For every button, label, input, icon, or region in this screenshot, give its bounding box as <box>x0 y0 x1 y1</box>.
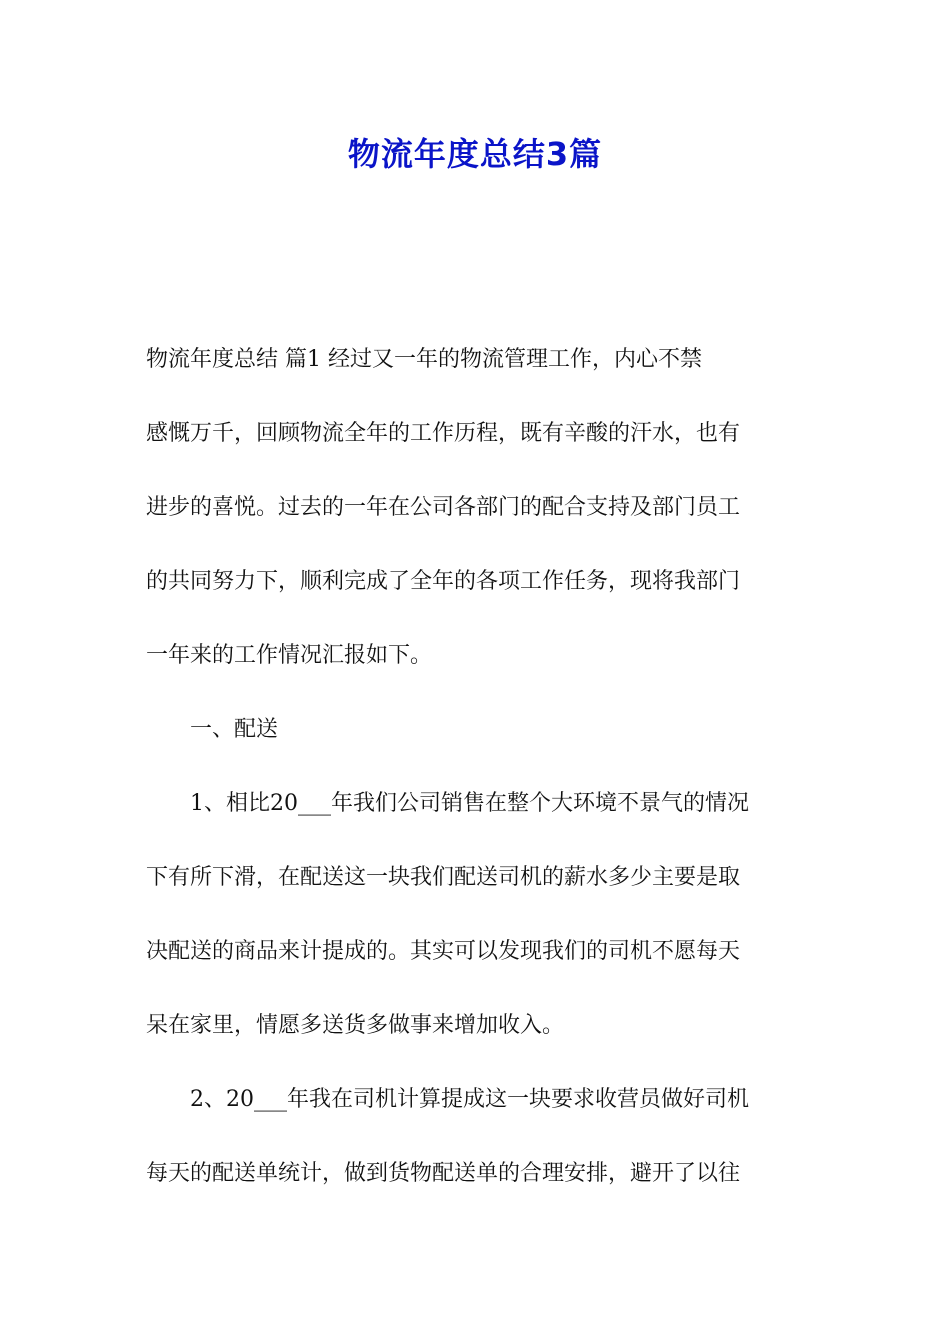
body-line: 一年来的工作情况汇报如下。 <box>146 643 433 668</box>
section-heading: 一、配送 <box>190 717 279 742</box>
body-line: 呆在家里，情愿多送货多做事来增加收入。 <box>146 1013 565 1038</box>
body-line: 决配送的商品来计提成的。其实可以发现我们的司机不愿每天 <box>146 939 741 964</box>
document-body <box>146 323 806 1211</box>
body-line: 下有所下滑，在配送这一块我们配送司机的薪水多少主要是取 <box>146 865 741 890</box>
body-line: 2、20___年我在司机计算提成这一块要求收营员做好司机 <box>190 1087 749 1112</box>
body-line: 进步的喜悦。过去的一年在公司各部门的配合支持及部门员工 <box>146 495 741 520</box>
document-title: 物流年度总结3篇 <box>347 135 603 173</box>
body-line: 每天的配送单统计，做到货物配送单的合理安排，避开了以往 <box>146 1161 741 1186</box>
body-line: 物流年度总结 篇1 经过又一年的物流管理工作，内心不禁 <box>146 347 702 372</box>
body-line: 的共同努力下，顺利完成了全年的各项工作任务，现将我部门 <box>146 569 741 594</box>
body-line: 1、相比20___年我们公司销售在整个大环境不景气的情况 <box>190 791 749 816</box>
body-line: 感慨万千，回顾物流全年的工作历程，既有辛酸的汗水，也有 <box>146 421 741 446</box>
